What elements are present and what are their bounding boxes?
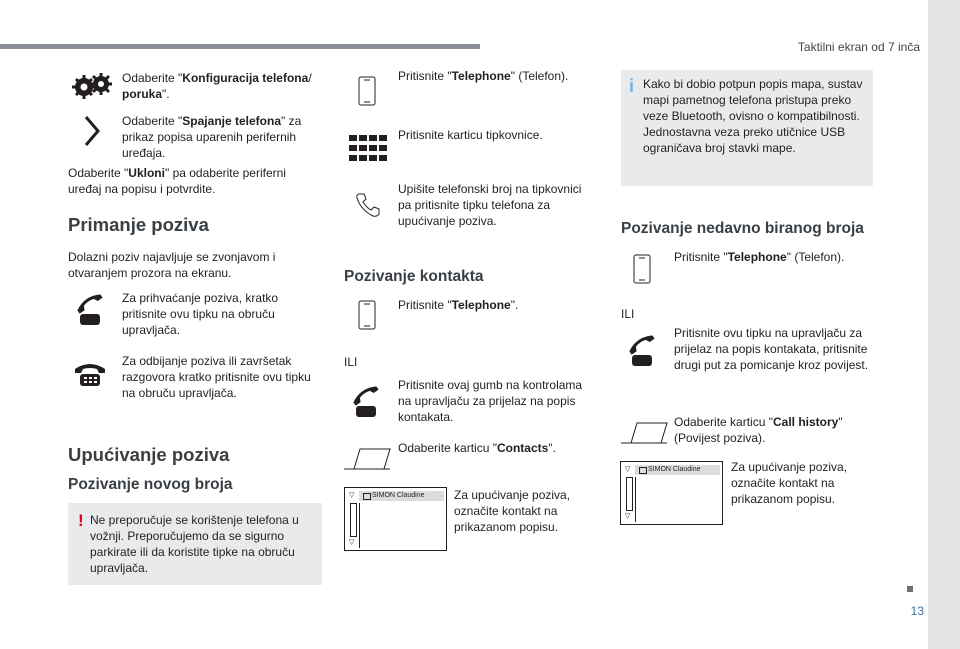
phone-accept-icon (626, 333, 658, 369)
text-bold: Konfiguracija telefona (182, 71, 309, 85)
or-label: ILI (621, 307, 635, 321)
tab-icon (621, 422, 667, 444)
tab-icon (344, 448, 390, 470)
c3-step-history (674, 414, 864, 446)
screen-scrollbar (626, 477, 633, 511)
or-label: ILI (344, 355, 358, 369)
screen-scroll-down: ▽ (625, 513, 631, 520)
text: " (Telefon). (510, 69, 569, 83)
text-bold: Telephone (727, 250, 787, 264)
screen-divider (359, 503, 360, 548)
c2-contact-step3 (398, 440, 588, 456)
contact-list-screen-icon (344, 487, 447, 551)
smartphone-icon (633, 254, 651, 284)
handset-icon (355, 192, 381, 218)
text: Odaberite " (122, 71, 183, 85)
c3-step-telephone (674, 249, 864, 265)
text: / (308, 71, 312, 85)
text: ". (548, 441, 556, 455)
text: Odaberite karticu " (398, 441, 497, 455)
page-number: 13 (910, 604, 924, 618)
text: Odaberite karticu " (674, 415, 773, 429)
smartphone-icon (358, 300, 376, 330)
screen-row-icon (363, 493, 371, 500)
warning-box (68, 503, 322, 585)
phone-accept-icon (350, 384, 382, 420)
c3-step-select: Za upućivanje poziva, označite kontakt na prikazanom popisu. (731, 460, 848, 506)
screen-divider (635, 477, 636, 522)
text: Odaberite " (122, 114, 183, 128)
screen-contact-label: SIMON Claudine (372, 492, 425, 499)
text: Pritisnite " (398, 69, 452, 83)
text-bold: Telephone (451, 298, 511, 312)
c2-step-dial: Upišite telefonski broj na tipkovnici pa pritisnite tipku telefona za upućivanje poziva. (398, 182, 582, 228)
info-box (621, 70, 873, 186)
c2-contact-step2: Pritisnite ovaj gumb na kontrolama na upravljaču za prijelaz na popis kontakata. (398, 378, 583, 424)
chevron-right-icon (84, 116, 100, 146)
text: " (Povijest poziva). (674, 415, 843, 445)
header-title: Taktilni ekran od 7 inča (797, 40, 920, 54)
receiving-intro: Dolazni poziv najavljuje se zvonjavom i otvaranjem prozora na ekranu. (68, 250, 276, 280)
phone-accept-icon (74, 292, 106, 328)
keypad-icon (349, 135, 387, 161)
text-bold: poruka (122, 87, 163, 101)
screen-contact-label: SIMON Claudine (648, 466, 701, 473)
c2-step-telephone (398, 68, 588, 84)
heading-call-contact: Pozivanje kontakta (344, 268, 484, 285)
screen-scroll-down: ▽ (349, 539, 355, 546)
text: Pritisnite " (398, 298, 452, 312)
receiving-accept: Za prihvaćanje poziva, kratko pritisnite ovu tipku na obruču upravljača. (122, 291, 279, 337)
screen-scroll-up: ▽ (625, 466, 631, 473)
text: Odaberite " (68, 166, 129, 180)
side-margin (928, 0, 960, 649)
screen-scrollbar (350, 503, 357, 537)
info-icon: i (629, 76, 635, 96)
text: " za prikaz popisa uparenih perifernih uređaja. (122, 114, 302, 160)
warning-icon: ! (78, 511, 84, 530)
contact-list-screen-icon (620, 461, 723, 525)
c2-contact-step4: Za upućivanje poziva, označite kontakt na prikazanom popisu. (454, 488, 571, 534)
heading-making-call: Upućivanje poziva (68, 444, 230, 465)
text-bold: Ukloni (128, 166, 165, 180)
subheading-new-number: Pozivanje novog broja (68, 476, 233, 493)
gears-icon (72, 72, 112, 102)
text: " pa odaberite periferni uređaj na popisu i potvrdite. (68, 166, 286, 196)
text: ". (510, 298, 519, 312)
text-bold: Contacts (496, 441, 549, 455)
phone-hangup-icon (74, 361, 106, 389)
step-open-config (122, 70, 322, 102)
text: " (Telefon). (786, 250, 845, 264)
c3-step-wheel: Pritisnite ovu tipku na upravljaču za prijelaz na popis kontakata, pritisnite drugi put za pomicanje kroz povijest. (674, 326, 869, 372)
heading-recent-call: Pozivanje nedavno biranog broja (621, 220, 864, 237)
text-bold: Telephone (451, 69, 511, 83)
c2-contact-step1 (398, 297, 588, 313)
info-text: Kako bi dobio potpun popis mapa, sustav mapi pametnog telefona pristupa preko veze Bluetooth, ovisno o kompatibilnosti. Jednostavna veza preko utičnice USB ograničava broj stavki mape. (643, 77, 863, 155)
header-bar (0, 44, 480, 49)
step-remove-device (68, 165, 308, 197)
c2-step-keypad: Pritisnite karticu tipkovnice. (398, 128, 543, 142)
page-marker (907, 586, 913, 592)
text: ". (162, 87, 170, 101)
step-connect-phone (122, 113, 317, 161)
text-bold: Spajanje telefona (182, 114, 281, 128)
warning-text: Ne preporučuje se korištenje telefona u vožnji. Preporučujemo da se sigurno parkirate ili da koristite tipke na obruču upravljača. (90, 513, 299, 575)
text: Pritisnite " (674, 250, 728, 264)
screen-scroll-up: ▽ (349, 492, 355, 499)
smartphone-icon (358, 76, 376, 106)
screen-row-icon (639, 467, 647, 474)
text-bold: Call history (772, 415, 839, 429)
heading-receiving: Primanje poziva (68, 214, 209, 235)
receiving-reject: Za odbijanje poziva ili završetak razgovora kratko pritisnite ovu tipku na obruču upravljača. (122, 354, 311, 400)
